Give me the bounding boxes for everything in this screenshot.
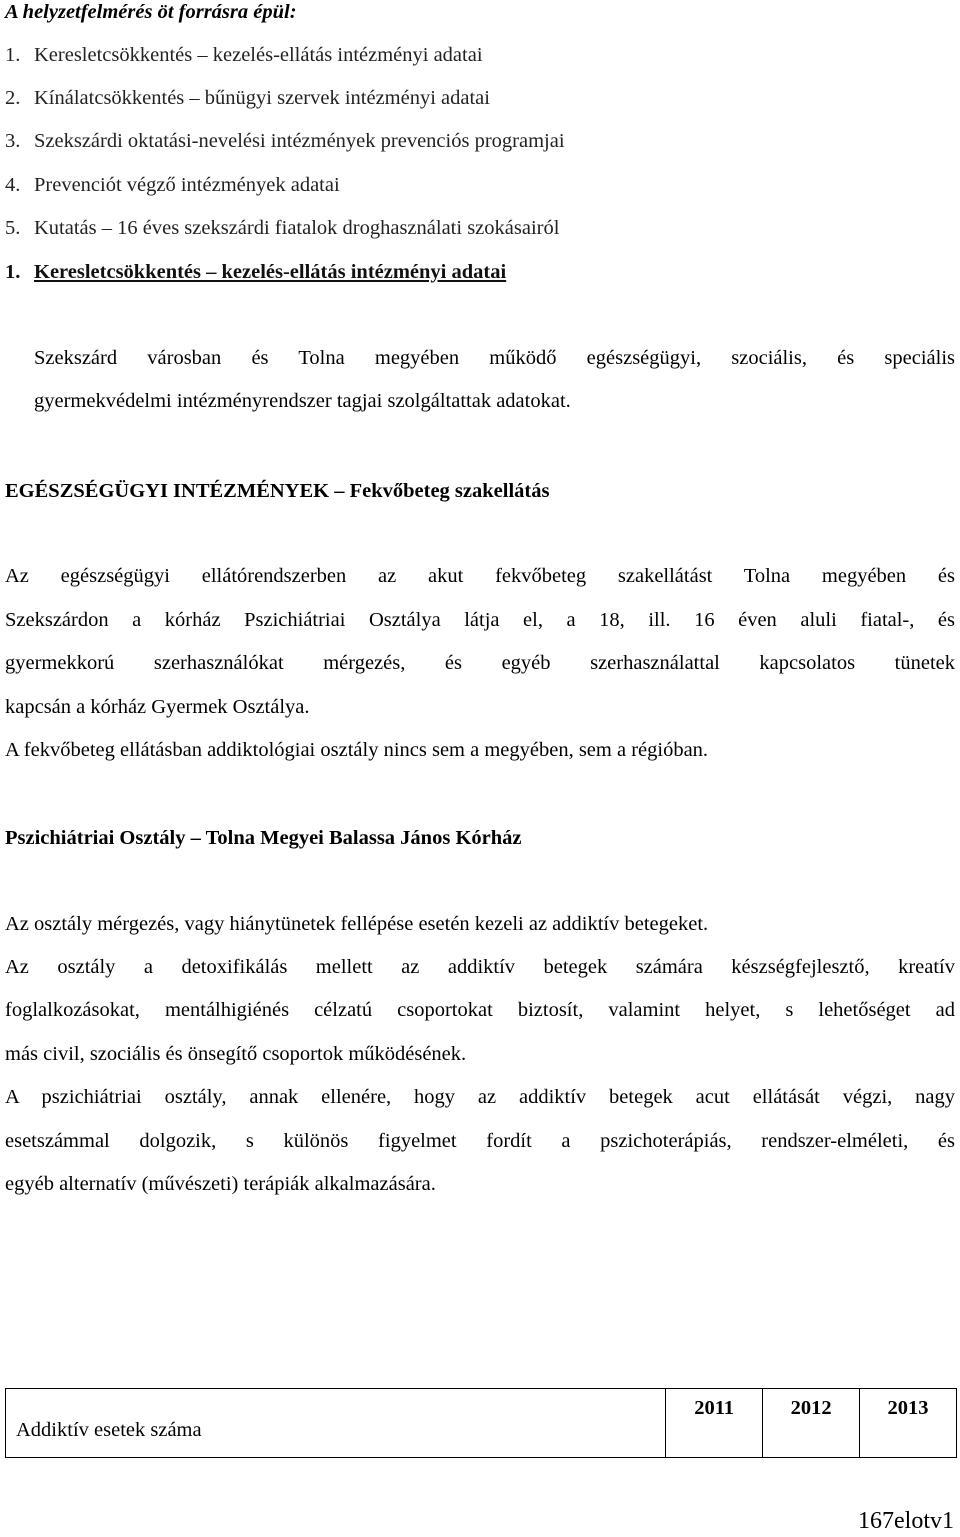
table-year-cell: 2013 (860, 1389, 957, 1458)
list-text: Szekszárdi oktatási-nevelési intézmények prevenciós programjai (34, 130, 565, 152)
paragraph-line: A pszichiátriai osztály, annak ellenére, hogy az addiktív betegek acut ellátását végzi, nagy (5, 1086, 955, 1108)
health-paragraph-line (5, 564, 955, 588)
paragraph-line: más civil, szociális és önsegítő csoportok működésének. (5, 1043, 467, 1065)
section-number: 1. (5, 261, 21, 283)
list-number: 4. (5, 174, 21, 196)
intro-list-item (5, 216, 559, 240)
psych-paragraph-line (5, 1085, 955, 1109)
psych-paragraph-line (5, 998, 955, 1022)
intro-list-item (5, 173, 340, 197)
intro-title: A helyzetfelmérés öt forrásra épül: (5, 1, 297, 23)
paragraph-line: foglalkozásokat, mentálhigiénés célzatú csoportokat biztosít, valamint helyet, s lehetőséget ad (5, 999, 955, 1021)
list-number: 3. (5, 130, 21, 152)
psych-paragraph-line (5, 955, 955, 979)
intro-list-item (5, 129, 565, 153)
paragraph-line: Az egészségügyi ellátórendszerben az akut fekvőbeteg szakellátást Tolna megyében és (5, 565, 955, 587)
table-label-cell: Addiktív esetek száma (6, 1389, 666, 1458)
psych-paragraph-line (5, 1129, 955, 1153)
paragraph-line: Szekszárdon a kórház Pszichiátriai Osztálya látja el, a 18, ill. 16 éven aluli fiatal-, és (5, 609, 955, 631)
intro-list-item (5, 86, 490, 110)
paragraph-line: Szekszárd városban és Tolna megyében működő egészségügyi, szociális, és speciális (34, 347, 955, 369)
health-note: A fekvőbeteg ellátásban addiktológiai osztály nincs sem a megyében, sem a régióban. (5, 739, 709, 761)
health-paragraph-line (5, 608, 955, 632)
section1-paragraph (34, 346, 955, 389)
psych-paragraph-line (5, 1042, 955, 1066)
paragraph-line: kapcsán a kórház Gyermek Osztálya. (5, 696, 310, 718)
health-paragraph-line (5, 651, 955, 675)
section-heading (5, 260, 506, 284)
paragraph-line: egyéb alternatív (művészeti) terápiák alkalmazására. (5, 1173, 436, 1195)
psych-paragraph-line (5, 1172, 955, 1196)
list-number: 5. (5, 217, 21, 239)
paragraph-line: gyermekvédelmi intézményrendszer tagjai szolgáltattak adatokat. (34, 390, 571, 412)
table-year-cell: 2012 (763, 1389, 860, 1458)
section1-paragraph-end (34, 389, 955, 413)
psych-heading: Pszichiátriai Osztály – Tolna Megyei Balassa János Kórház (5, 827, 522, 849)
health-paragraph-line (5, 695, 955, 719)
list-number: 1. (5, 44, 21, 66)
list-text: Kínálatcsökkentés – bűnügyi szervek intézményi adatai (34, 87, 490, 109)
psych-line: Az osztály mérgezés, vagy hiánytünetek fellépése esetén kezeli az addiktív betegeket. (5, 913, 709, 935)
section-heading-text: Keresletcsökkentés – kezelés-ellátás intézményi adatai (34, 261, 507, 283)
list-text: Keresletcsökkentés – kezelés-ellátás intézményi adatai (34, 44, 483, 66)
list-number: 2. (5, 87, 21, 109)
table-row (6, 1389, 957, 1458)
intro-list-item (5, 43, 483, 67)
list-text: Kutatás – 16 éves szekszárdi fiatalok droghasználati szokásairól (34, 217, 560, 239)
list-text: Prevenciót végző intézmények adatai (34, 174, 340, 196)
table-year-cell: 2011 (666, 1389, 763, 1458)
cases-table (5, 1388, 957, 1458)
paragraph-line: esetszámmal dolgozik, s különös figyelmet fordít a pszichoterápiás, rendszer-elméleti, és (5, 1130, 955, 1152)
paragraph-line: Az osztály a detoxifikálás mellett az addiktív betegek számára készségfejlesztő, kreatív (5, 956, 955, 978)
health-heading: EGÉSZSÉGÜGYI INTÉZMÉNYEK – Fekvőbeteg szakellátás (5, 480, 550, 502)
page-identifier: 167elotv1 (858, 1508, 954, 1534)
paragraph-line: gyermekkorú szerhasználókat mérgezés, és egyéb szerhasználattal kapcsolatos tünetek (5, 652, 955, 674)
